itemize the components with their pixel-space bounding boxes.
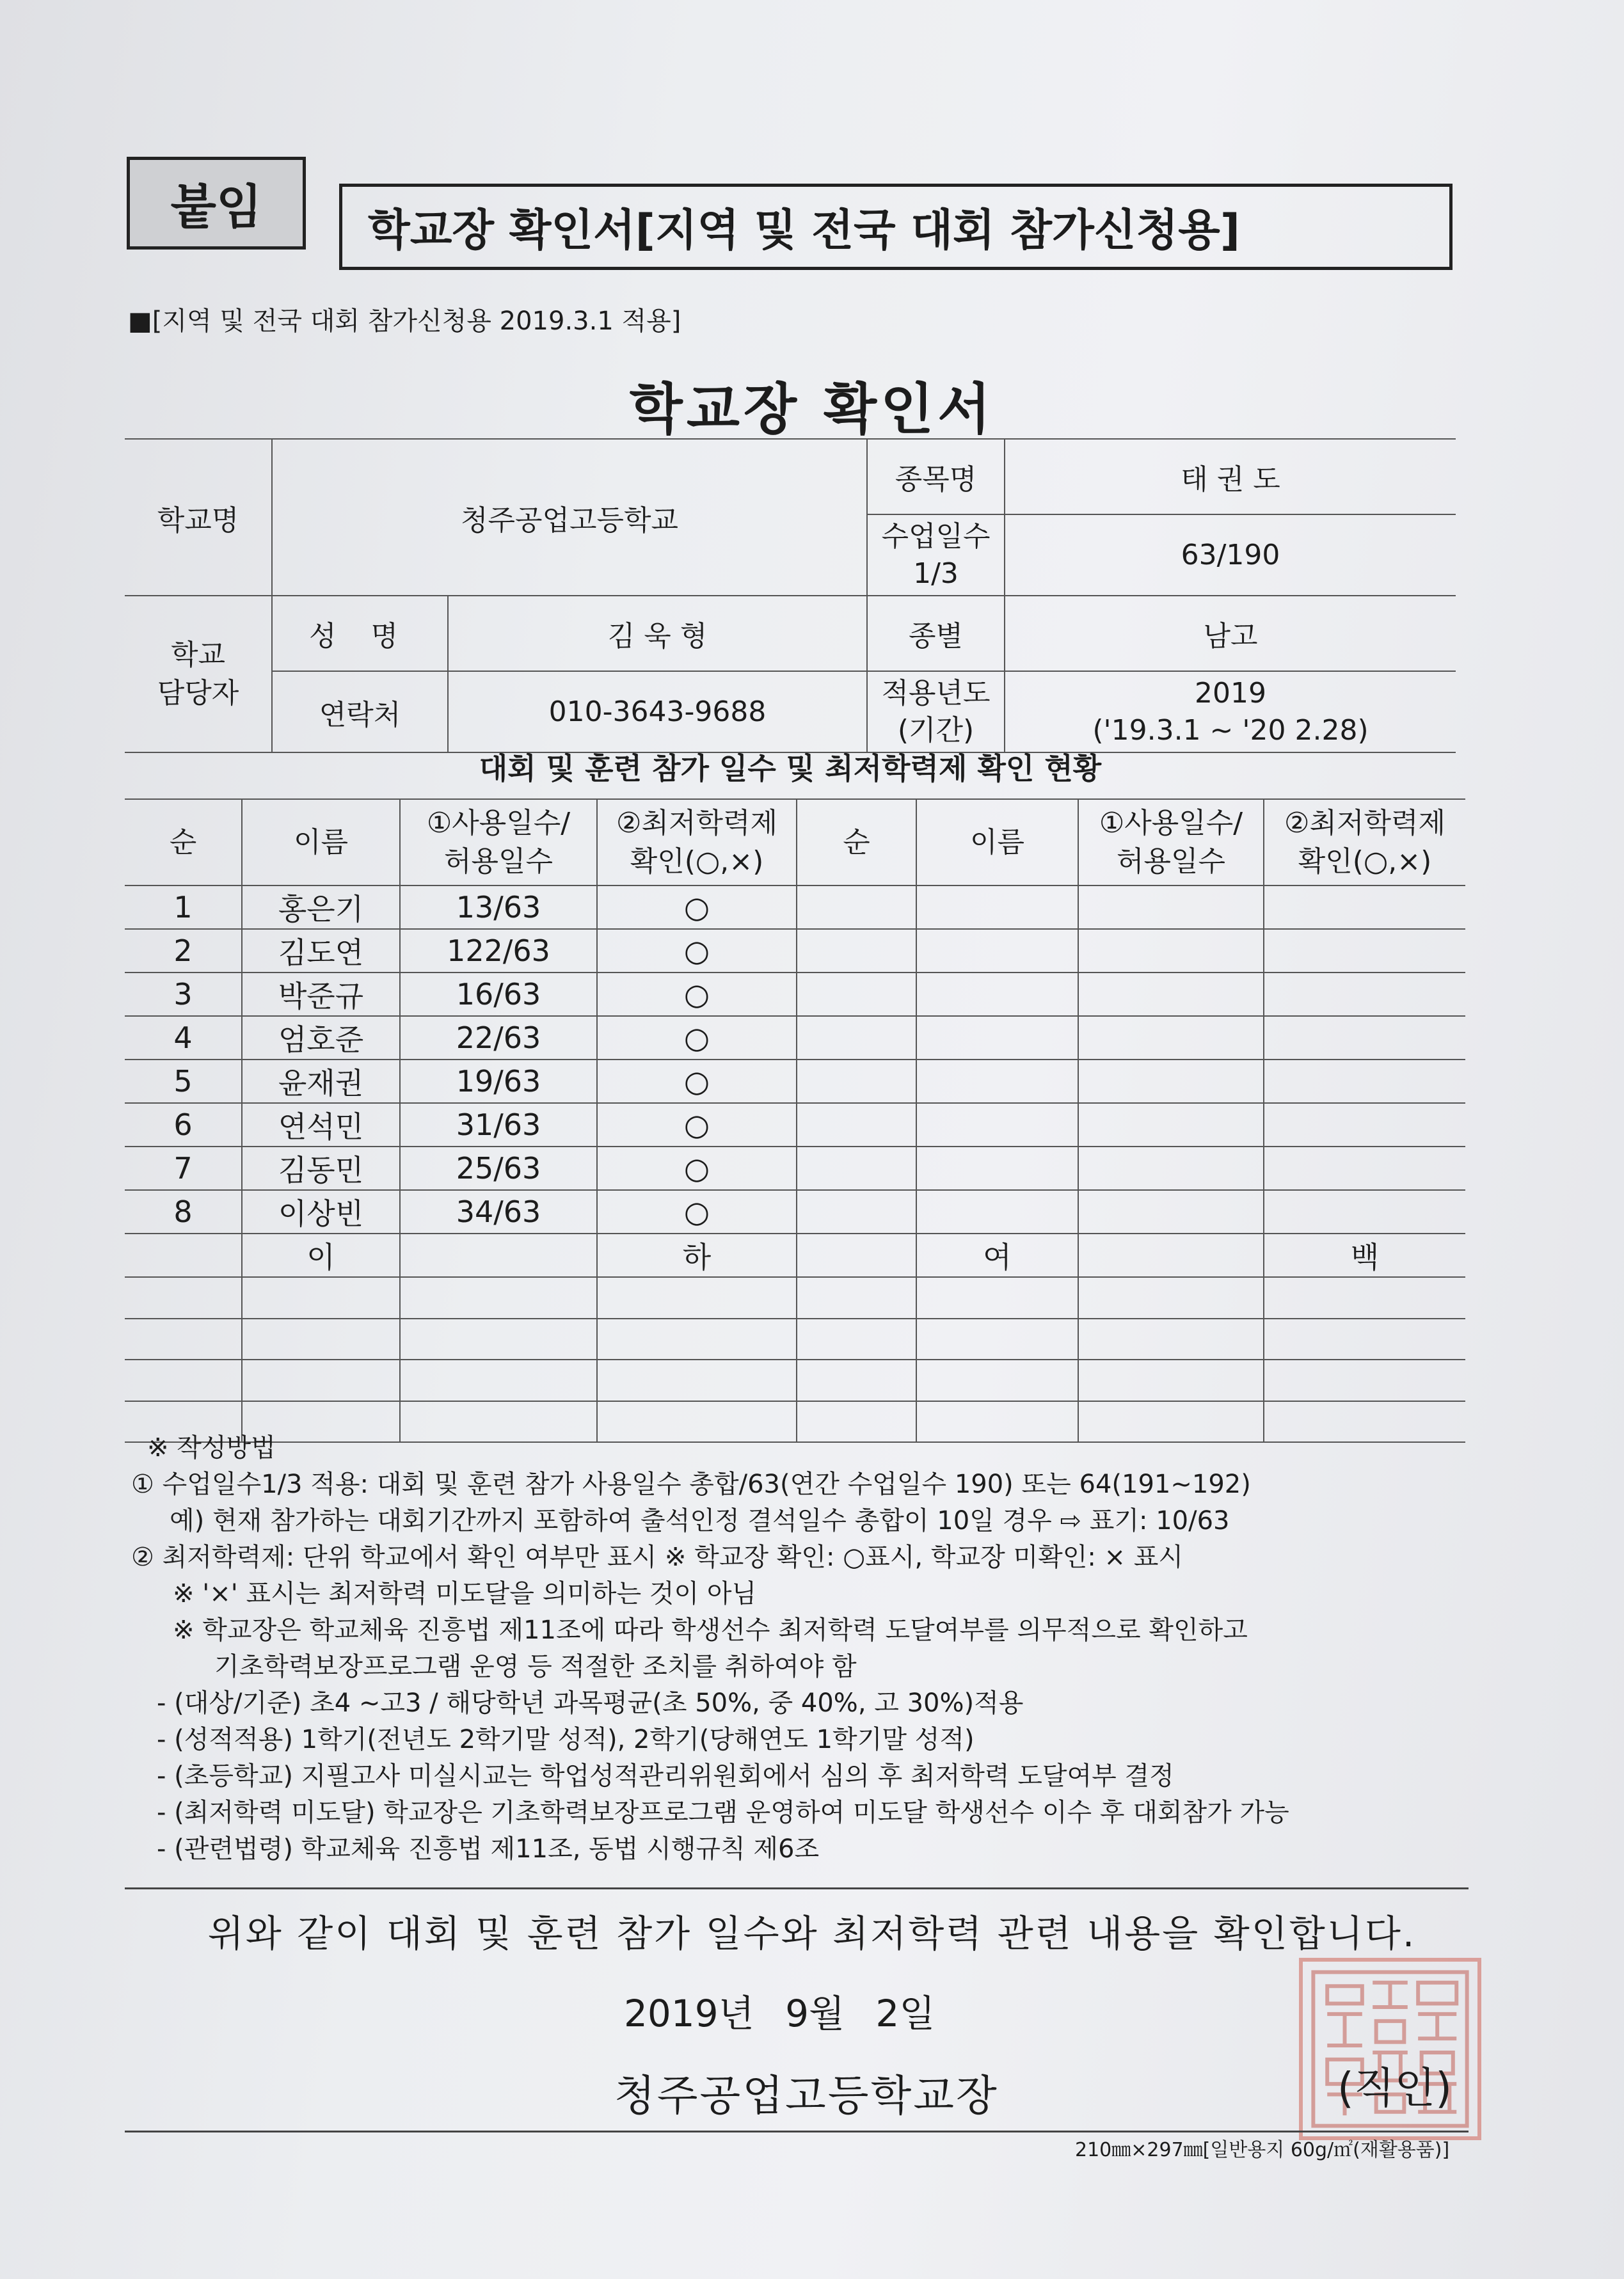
note-4a: ※ 학교장은 학교체육 진흥법 제11조에 따라 학생선수 최저학력 도달여부를 의무적으로 확인하고 [173, 1616, 1248, 1645]
row-check: ○ [597, 973, 797, 1016]
row-name: 윤재권 [242, 1060, 400, 1103]
empty-cell [1264, 885, 1465, 929]
empty-cell [597, 1319, 797, 1360]
empty-cell [1078, 1060, 1264, 1103]
empty-cell [1264, 1190, 1465, 1234]
empty-cell [797, 973, 916, 1016]
table-row [125, 1016, 1465, 1060]
header-check-line1: ②최저학력제 [616, 806, 777, 839]
days-label-line1: 수업일수 [881, 520, 991, 553]
empty-cell [1078, 1277, 1264, 1319]
empty-cell [916, 1103, 1078, 1147]
attachment-badge: 붙임 [127, 157, 306, 250]
empty-cell [797, 1234, 916, 1277]
year-label [867, 671, 1005, 752]
empty-cell [916, 1360, 1078, 1401]
note-detail-4: - (최저학력 미도달) 학교장은 기초학력보장프로그램 운영하여 미도달 학생선수 이수 후 대회참가 가능 [157, 1798, 1289, 1827]
issue-date: 2019년 9월 2일 [624, 1992, 935, 2035]
row-check: ○ [597, 1190, 797, 1234]
table-row [125, 929, 1465, 973]
empty-cell [1078, 1103, 1264, 1147]
table-row [125, 885, 1465, 929]
row-no: 3 [125, 973, 242, 1016]
row-days: 122/63 [400, 929, 597, 973]
principal-signature: 청주공업고등학교장 [614, 2071, 999, 2120]
row-check: ○ [597, 885, 797, 929]
empty-cell [1078, 1319, 1264, 1360]
row-check: ○ [597, 1147, 797, 1190]
sport-label: 종목명 [867, 439, 1005, 514]
info-table [125, 438, 1456, 753]
empty-cell [597, 1277, 797, 1319]
empty-cell [1264, 1360, 1465, 1401]
header-name-2: 이름 [916, 799, 1078, 885]
row-check: ○ [597, 929, 797, 973]
row-no: 4 [125, 1016, 242, 1060]
row-name: 김동민 [242, 1147, 400, 1190]
header-check-2 [1264, 799, 1465, 885]
row-check: ○ [597, 1103, 797, 1147]
note-3: ※ '×' 표시는 최저학력 미도달을 의미하는 것이 아님 [173, 1579, 757, 1608]
divider [125, 1887, 1469, 1889]
empty-cell [916, 1319, 1078, 1360]
empty-cell [1078, 973, 1264, 1016]
school-value: 청주공업고등학교 [272, 439, 867, 596]
empty-cell [797, 1190, 916, 1234]
header-days-2-line1: ①사용일수/ [1099, 806, 1243, 839]
empty-cell [1078, 1147, 1264, 1190]
empty-row [125, 1277, 1465, 1319]
empty-cell [1078, 1190, 1264, 1234]
row-no: 6 [125, 1103, 242, 1147]
header-days-line2: 허용일수 [443, 845, 553, 878]
header-name: 이름 [242, 799, 400, 885]
empty-cell [916, 973, 1078, 1016]
empty-cell [797, 885, 916, 929]
empty-cell [242, 1277, 400, 1319]
table-row [125, 1103, 1465, 1147]
year-label-line1: 적용년도 [881, 676, 991, 710]
notes-heading: ※ 작성방법 [147, 1433, 276, 1463]
row-days: 22/63 [400, 1016, 597, 1060]
row-name: 김도연 [242, 929, 400, 973]
table-row [125, 1060, 1465, 1103]
note-detail-2: - (성적적용) 1학기(전년도 2학기말 성적), 2학기(당해연도 1학기말 성적) [157, 1725, 975, 1754]
header-days-2 [1078, 799, 1264, 885]
note-2: ② 최저학력제: 단위 학교에서 확인 여부만 표시 ※ 학교장 확인: ○표시, 학교장 미확인: × 표시 [131, 1543, 1184, 1572]
empty-cell [797, 1360, 916, 1401]
empty-cell [1264, 1016, 1465, 1060]
empty-cell [797, 929, 916, 973]
empty-cell [797, 1103, 916, 1147]
header-check-2-line1: ②최저학력제 [1284, 806, 1445, 839]
participation-table [125, 798, 1465, 1443]
header-no-2: 순 [797, 799, 916, 885]
row-name: 홍은기 [242, 885, 400, 929]
empty-cell [797, 1277, 916, 1319]
row-days: 16/63 [400, 973, 597, 1016]
table-row [125, 1147, 1465, 1190]
empty-cell [1078, 1360, 1264, 1401]
row-days: 13/63 [400, 885, 597, 929]
days-label [867, 514, 1005, 596]
header-check-2-line2: 확인(○,×) [1298, 845, 1432, 878]
bottom-divider [125, 2131, 1469, 2132]
manager-label-line1: 학교 [170, 638, 225, 671]
year-value-line1: 2019 [1195, 676, 1266, 710]
row-no: 8 [125, 1190, 242, 1234]
header-days-2-line2: 허용일수 [1116, 845, 1225, 878]
seal-label: (직인) [1337, 2063, 1453, 2113]
empty-cell [1264, 973, 1465, 1016]
type-value: 남고 [1005, 596, 1456, 671]
empty-cell [916, 1060, 1078, 1103]
paper-spec-footnote: 210㎜×297㎜[일반용지 60g/㎡(재활용품)] [1075, 2139, 1450, 2161]
year-label-line2: (기간) [897, 713, 975, 747]
row-no: 7 [125, 1147, 242, 1190]
name-label: 성 명 [272, 596, 448, 671]
empty-cell [400, 1319, 597, 1360]
row-days: 25/63 [400, 1147, 597, 1190]
empty-cell [1078, 929, 1264, 973]
empty-cell [1264, 1103, 1465, 1147]
table-row [125, 973, 1465, 1016]
row-check: ○ [597, 1016, 797, 1060]
empty-cell [797, 1147, 916, 1190]
empty-cell [125, 1319, 242, 1360]
empty-cell [1078, 1016, 1264, 1060]
header-check [597, 799, 797, 885]
table-row [125, 1190, 1465, 1234]
year-value [1005, 671, 1456, 752]
empty-cell [916, 929, 1078, 973]
empty-cell [916, 1190, 1078, 1234]
empty-cell [125, 1360, 242, 1401]
row-days: 34/63 [400, 1190, 597, 1234]
empty-cell [916, 1277, 1078, 1319]
note-1a: ① 수업일수1/3 적용: 대회 및 훈련 참가 사용일수 총합/63(연간 수업일수 190) 또는 64(191~192) [131, 1470, 1251, 1499]
blank-mark-1: 이 [242, 1234, 400, 1277]
note-4b: 기초학력보장프로그램 운영 등 적절한 조치를 취하여야 함 [214, 1652, 857, 1681]
school-label: 학교명 [125, 439, 272, 596]
empty-cell [797, 1060, 916, 1103]
note-1b: 예) 현재 참가하는 대회기간까지 포함하여 출석인정 결석일수 총합이 10일 경우 ⇨ 표기: 10/63 [170, 1506, 1230, 1536]
note-detail-3: - (초등학교) 지필고사 미실시교는 학업성적관리위원회에서 심의 후 최저학력 도달여부 결정 [157, 1761, 1174, 1791]
row-days: 19/63 [400, 1060, 597, 1103]
row-name: 박준규 [242, 973, 400, 1016]
empty-cell [597, 1360, 797, 1401]
empty-row [125, 1319, 1465, 1360]
row-no: 5 [125, 1060, 242, 1103]
empty-cell [916, 1016, 1078, 1060]
empty-cell [1078, 1234, 1264, 1277]
days-label-line2: 1/3 [913, 557, 959, 590]
blank-mark-4: 백 [1264, 1234, 1465, 1277]
empty-cell [797, 1016, 916, 1060]
header-days [400, 799, 597, 885]
document-title: 학교장 확인서 [629, 377, 995, 441]
blank-mark-row [125, 1234, 1465, 1277]
note-detail-1: - (대상/기준) 초4 ~고3 / 해당학년 과목평균(초 50%, 중 40%, 고 30%)적용 [157, 1688, 1024, 1718]
empty-cell [1264, 1147, 1465, 1190]
row-name: 이상빈 [242, 1190, 400, 1234]
type-label: 종별 [867, 596, 1005, 671]
empty-cell [125, 1234, 242, 1277]
header-check-line2: 확인(○,×) [630, 845, 764, 878]
row-no: 2 [125, 929, 242, 973]
confirmation-statement: 위와 같이 대회 및 훈련 참가 일수와 최저학력 관련 내용을 확인합니다. [207, 1912, 1417, 1955]
form-subnote: ■[지역 및 전국 대회 참가신청용 2019.3.1 적용] [128, 306, 681, 336]
manager-label [125, 596, 272, 752]
empty-cell [400, 1277, 597, 1319]
days-value: 63/190 [1005, 514, 1456, 596]
manager-label-line2: 담당자 [157, 676, 239, 710]
header-days-line1: ①사용일수/ [426, 806, 571, 839]
blank-mark-2: 하 [597, 1234, 797, 1277]
empty-cell [1264, 1319, 1465, 1360]
row-no: 1 [125, 885, 242, 929]
empty-cell [400, 1360, 597, 1401]
name-value: 김 욱 형 [448, 596, 867, 671]
writing-instructions [131, 1430, 1475, 1868]
empty-cell [1078, 885, 1264, 929]
header-no: 순 [125, 799, 242, 885]
row-days: 31/63 [400, 1103, 597, 1147]
note-detail-5: - (관련법령) 학교체육 진흥법 제11조, 동법 시행규칙 제6조 [157, 1834, 820, 1864]
empty-cell [242, 1319, 400, 1360]
empty-cell [242, 1360, 400, 1401]
empty-cell [916, 1147, 1078, 1190]
contact-value: 010-3643-9688 [448, 671, 867, 752]
empty-cell [1264, 929, 1465, 973]
section-title: 대회 및 훈련 참가 일수 및 최저학력제 확인 현황 [479, 751, 1102, 786]
blank-mark-3: 여 [916, 1234, 1078, 1277]
sport-value: 태 권 도 [1005, 439, 1456, 514]
empty-cell [916, 885, 1078, 929]
empty-cell [1264, 1277, 1465, 1319]
empty-cell [125, 1277, 242, 1319]
contact-label: 연락처 [272, 671, 448, 752]
empty-cell [1264, 1060, 1465, 1103]
row-check: ○ [597, 1060, 797, 1103]
empty-row [125, 1360, 1465, 1401]
row-name: 연석민 [242, 1103, 400, 1147]
header-title: 학교장 확인서[지역 및 전국 대회 참가신청용] [339, 184, 1453, 270]
row-name: 엄호준 [242, 1016, 400, 1060]
empty-cell [400, 1234, 597, 1277]
empty-cell [797, 1319, 916, 1360]
year-value-line2: ('19.3.1 ~ '20 2.28) [1092, 713, 1369, 747]
